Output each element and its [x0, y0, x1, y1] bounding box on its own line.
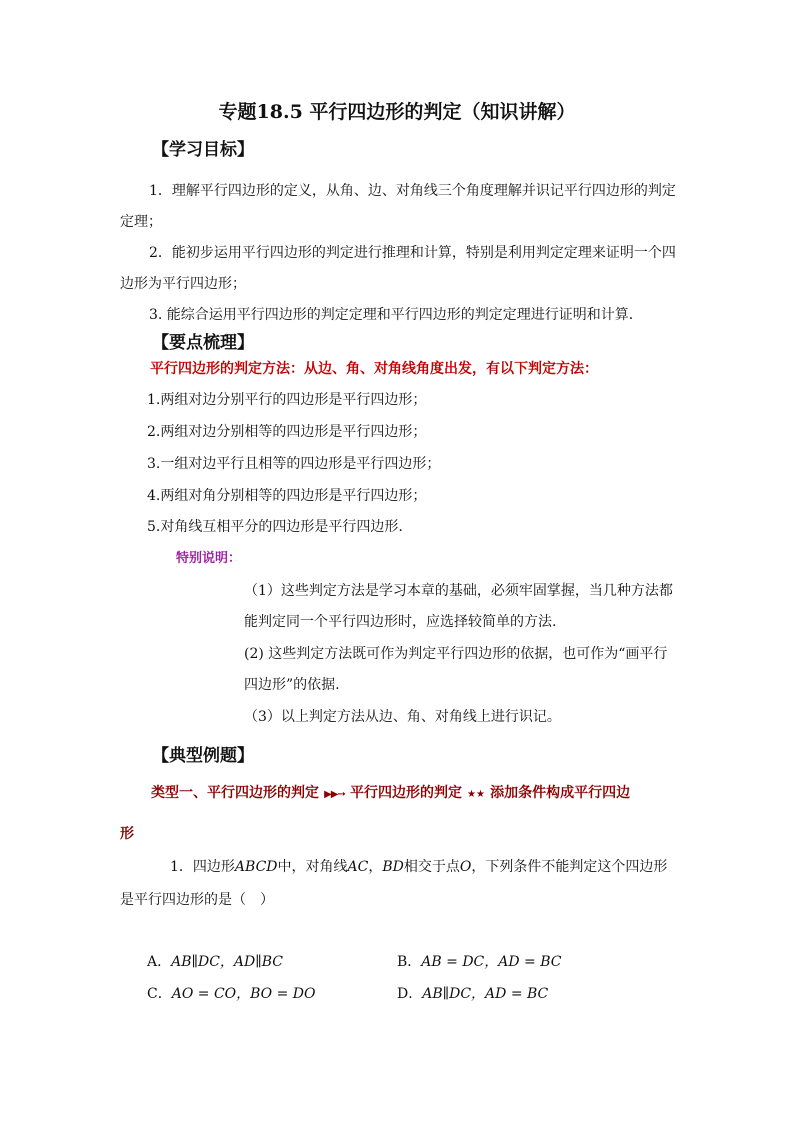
keypoint-item-5: 5.对角线互相平分的四边形是平行四边形. [147, 519, 403, 535]
keypoint-item-1: 1.两组对边分别平行的四边形是平行四边形； [147, 392, 427, 408]
option-b-text: AB = DC，AD = BC [421, 954, 562, 970]
goal-item-2-line-1: 2．能初步运用平行四边形的判定进行推理和计算，特别是利用判定定理来证明一个四 [149, 245, 676, 261]
type-label-2: 平行四边形的判定 [349, 785, 462, 801]
goal-item-3: 3. 能综合运用平行四边形的判定定理和平行四边形的判定定理进行证明和计算． [149, 307, 643, 323]
q1-var-ac: AC [347, 859, 369, 875]
examples-heading: 【典型例题】 [152, 746, 254, 766]
type-label-1: 类型一、平行四边形的判定 [151, 785, 319, 801]
option-c-text: AO = CO，BO = DO [171, 986, 316, 1002]
keypoints-heading: 【要点梳理】 [152, 333, 254, 353]
note-line-1: （1）这些判定方法是学习本章的基础，必须牢固掌握，当几种方法都 [244, 583, 673, 599]
page-title: 专题18.5 平行四边形的判定（知识讲解） [218, 101, 576, 123]
q1-var-bd: BD [382, 859, 404, 875]
q1-text-mid3: 相交于点 [403, 859, 460, 875]
note-label: 特别说明： [176, 551, 242, 566]
goal-item-1-line-1: 1．理解平行四边形的定义，从角、边、对角线三个角度理解并识记平行四边形的判定 [149, 183, 676, 199]
star-icon: ★★ [467, 789, 485, 800]
note-line-4: 四边形”的依据. [244, 677, 340, 693]
note-line-3: (2) 这些判定方法既可作为判定平行四边形的依据，也可作为“画平行 [244, 646, 668, 662]
question-1-line-1 [170, 856, 667, 876]
option-b[interactable] [397, 951, 562, 971]
keypoints-intro: 平行四边形的判定方法：从边、角、对角线角度出发，有以下判定方法： [150, 361, 598, 377]
option-a-text: AB∥DC，AD∥BC [171, 954, 283, 970]
keypoint-item-4: 4.两组对角分别相等的四边形是平行四边形； [147, 488, 427, 504]
option-a[interactable] [147, 951, 283, 971]
goal-item-1-line-2: 定理； [120, 214, 162, 230]
note-line-2: 能判定同一个平行四边形时，应选择较简单的方法. [244, 614, 557, 630]
option-b-label: B． [397, 954, 422, 970]
option-c[interactable] [147, 983, 316, 1003]
keypoint-item-3: 3.一组对边平行且相等的四边形是平行四边形； [147, 456, 441, 472]
type-label-3: 添加条件构成平行四边 [490, 785, 631, 801]
goals-heading: 【学习目标】 [152, 140, 254, 160]
q1-text-pre: 1．四边形 [170, 859, 235, 875]
type-label-line-2: 形 [120, 826, 134, 842]
example-type-heading [151, 782, 630, 802]
q1-var-o: O [459, 859, 472, 875]
q1-text-mid2: ， [368, 859, 383, 875]
q1-text-post: ，下列条件不能判定这个四边形 [471, 859, 668, 875]
goal-item-2-line-2: 边形为平行四边形； [120, 276, 246, 292]
option-d-text: AB∥DC，AD = BC [422, 986, 549, 1002]
question-1-line-2: 是平行四边形的是（ ） [120, 892, 274, 908]
option-d-label: D． [397, 986, 423, 1002]
q1-var-abcd: ABCD [234, 859, 278, 875]
option-a-label: A． [147, 954, 172, 970]
option-c-label: C． [147, 986, 172, 1002]
double-arrow-icon: ▶▶➙ [324, 789, 345, 800]
q1-text-mid1: 中，对角线 [277, 859, 348, 875]
note-line-5: （3）以上判定方法从边、角、对角线上进行识记。 [244, 709, 561, 725]
keypoint-item-2: 2.两组对边分别相等的四边形是平行四边形； [147, 424, 427, 440]
option-d[interactable] [397, 983, 548, 1003]
